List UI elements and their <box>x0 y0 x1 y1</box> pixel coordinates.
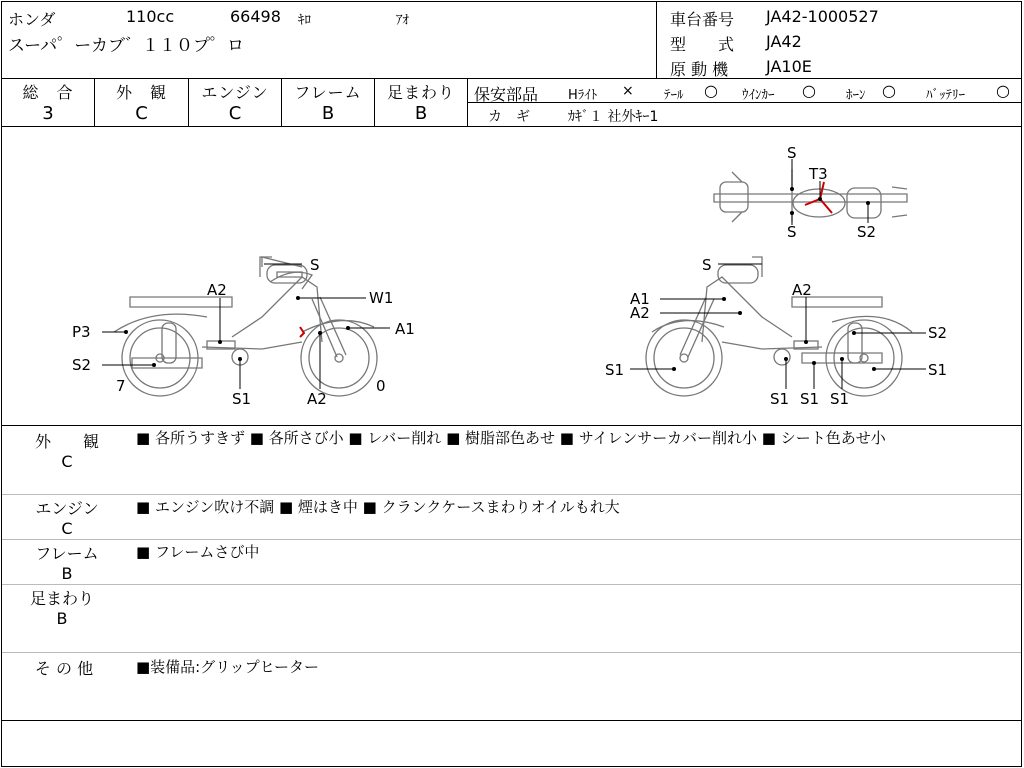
safety-mark-winker: ○ <box>802 81 816 100</box>
displacement: 110cc <box>126 7 175 26</box>
remark-suspension-head <box>2 586 122 628</box>
grade-value: 3 <box>42 103 54 124</box>
diagram-label: S1 <box>800 390 820 408</box>
diagram-label: A1 <box>630 290 650 308</box>
grade-overall <box>2 80 94 124</box>
diagram-label: A2 <box>307 390 327 408</box>
damage-mark-red <box>820 182 824 199</box>
grade-label: フレーム <box>294 83 362 102</box>
diagram-label: S <box>787 144 797 162</box>
diagram-label: S1 <box>928 361 948 379</box>
diagram-label: 0 <box>376 377 386 395</box>
color: ｱｵ <box>396 13 409 28</box>
remark-engine-head <box>2 496 132 538</box>
diagram-label: W1 <box>369 289 394 307</box>
remark-label: そ の 他 <box>34 659 94 678</box>
grade-frame <box>282 80 374 124</box>
safety-label: 保安部品 <box>474 85 539 104</box>
safety-item-winker: ｳｲﾝｶｰ <box>742 88 775 103</box>
diagram-label: S1 <box>830 390 850 408</box>
remark-label: 足まわり <box>29 589 94 608</box>
diagram-label: S2 <box>72 356 92 374</box>
safety-item-battery: ﾊﾞｯﾃﾘｰ <box>926 88 965 103</box>
diagram-label: A2 <box>792 281 812 299</box>
remark-grade: C <box>61 519 73 538</box>
remark-rule <box>2 652 1021 653</box>
key-value: ｶｷﾞ１ 社外ｷｰ1 <box>568 109 659 125</box>
diagram-label: S <box>702 256 712 274</box>
grade-value: C <box>135 103 148 124</box>
remark-frame-text: ■ フレームさび中 <box>136 543 260 561</box>
diagram-label: A1 <box>395 320 415 338</box>
safety-item-horn: ﾎｰﾝ <box>846 88 866 103</box>
diagram-label: S <box>310 256 320 274</box>
damage-mark-red <box>805 199 832 213</box>
damage-diagram <box>2 127 1021 424</box>
bike-left-view <box>114 257 377 396</box>
safety-mark-tail: ○ <box>704 81 718 100</box>
grade-label: 総 合 <box>22 83 74 102</box>
diagram-label: 7 <box>116 377 126 395</box>
remark-rule <box>2 539 1021 540</box>
mileage: 66498 <box>230 7 281 26</box>
grade-exterior <box>95 80 188 124</box>
remark-frame-head <box>2 541 132 583</box>
safety-mark-horn: ○ <box>882 81 896 100</box>
diagram-label: P3 <box>72 323 91 341</box>
diagram-label: S2 <box>857 223 877 241</box>
engine-value: JA10E <box>766 57 812 76</box>
remark-exterior-text: ■ 各所うすきず ■ 各所さび小 ■ レバー削れ ■ 樹脂部色あせ ■ サイレンサーカバー削れ小 ■ シート色あせ小 <box>136 429 886 447</box>
chassis-value: JA42-1000527 <box>766 7 879 26</box>
diagram-label: S1 <box>605 361 625 379</box>
safety-mark-headlight: × <box>622 83 634 99</box>
remark-grade: C <box>61 452 73 471</box>
chassis-label: 車台番号 <box>670 10 735 29</box>
remark-other-head <box>2 656 126 679</box>
type-label: 型 式 <box>670 35 735 54</box>
diagram-label: T3 <box>809 165 828 183</box>
diagram-label: S1 <box>770 390 790 408</box>
remark-label: 外 観 <box>34 432 99 451</box>
remark-exterior-head <box>2 426 132 494</box>
grade-value: B <box>321 103 335 124</box>
grade-label: 足まわり <box>386 83 455 102</box>
grade-value: C <box>228 103 242 124</box>
grade-engine <box>189 80 281 124</box>
remark-rule <box>2 584 1021 585</box>
diagram-label: S1 <box>232 390 252 408</box>
grade-label: エンジン <box>201 83 269 102</box>
remark-grade: B <box>61 564 73 583</box>
safety-mark-battery: ○ <box>996 81 1010 100</box>
key-label: カ ギ <box>488 109 530 125</box>
remark-label: エンジン <box>35 499 99 518</box>
diagram-label: A2 <box>207 281 227 299</box>
maker: ホンダ <box>8 10 56 29</box>
remark-grade: B <box>56 609 68 628</box>
header-divider <box>656 2 657 78</box>
grade-suspension <box>375 80 467 124</box>
remark-other-text: ■装備品:グリップヒーター <box>136 658 320 676</box>
grade-label: 外 観 <box>115 83 167 102</box>
diagram-label: S <box>787 223 797 241</box>
type-value: JA42 <box>766 32 802 51</box>
remarks-bottom-rule <box>2 720 1021 721</box>
safety-item-tail: ﾃｰﾙ <box>664 88 684 103</box>
model-name: スーパ゜ーカブ゛１１０プ゜ロ <box>8 36 244 56</box>
safety-item-headlight: Hﾗｲﾄ <box>568 88 598 103</box>
engine-label: 原 動 機 <box>670 60 729 79</box>
grade-value: B <box>414 103 428 124</box>
remark-rule <box>2 494 1021 495</box>
bike-right-view <box>646 257 912 396</box>
remark-engine-text: ■ エンジン吹け不調 ■ 煙はき中 ■ クランクケースまわりオイルもれ大 <box>136 498 620 516</box>
diagram-label: S2 <box>928 324 948 342</box>
diagram-label: A2 <box>630 304 650 322</box>
remark-label: フレーム <box>35 544 99 563</box>
mileage-unit: ｷﾛ <box>298 13 311 28</box>
diagram-bottom-rule <box>2 425 1021 426</box>
inspection-sheet <box>1 1 1022 767</box>
